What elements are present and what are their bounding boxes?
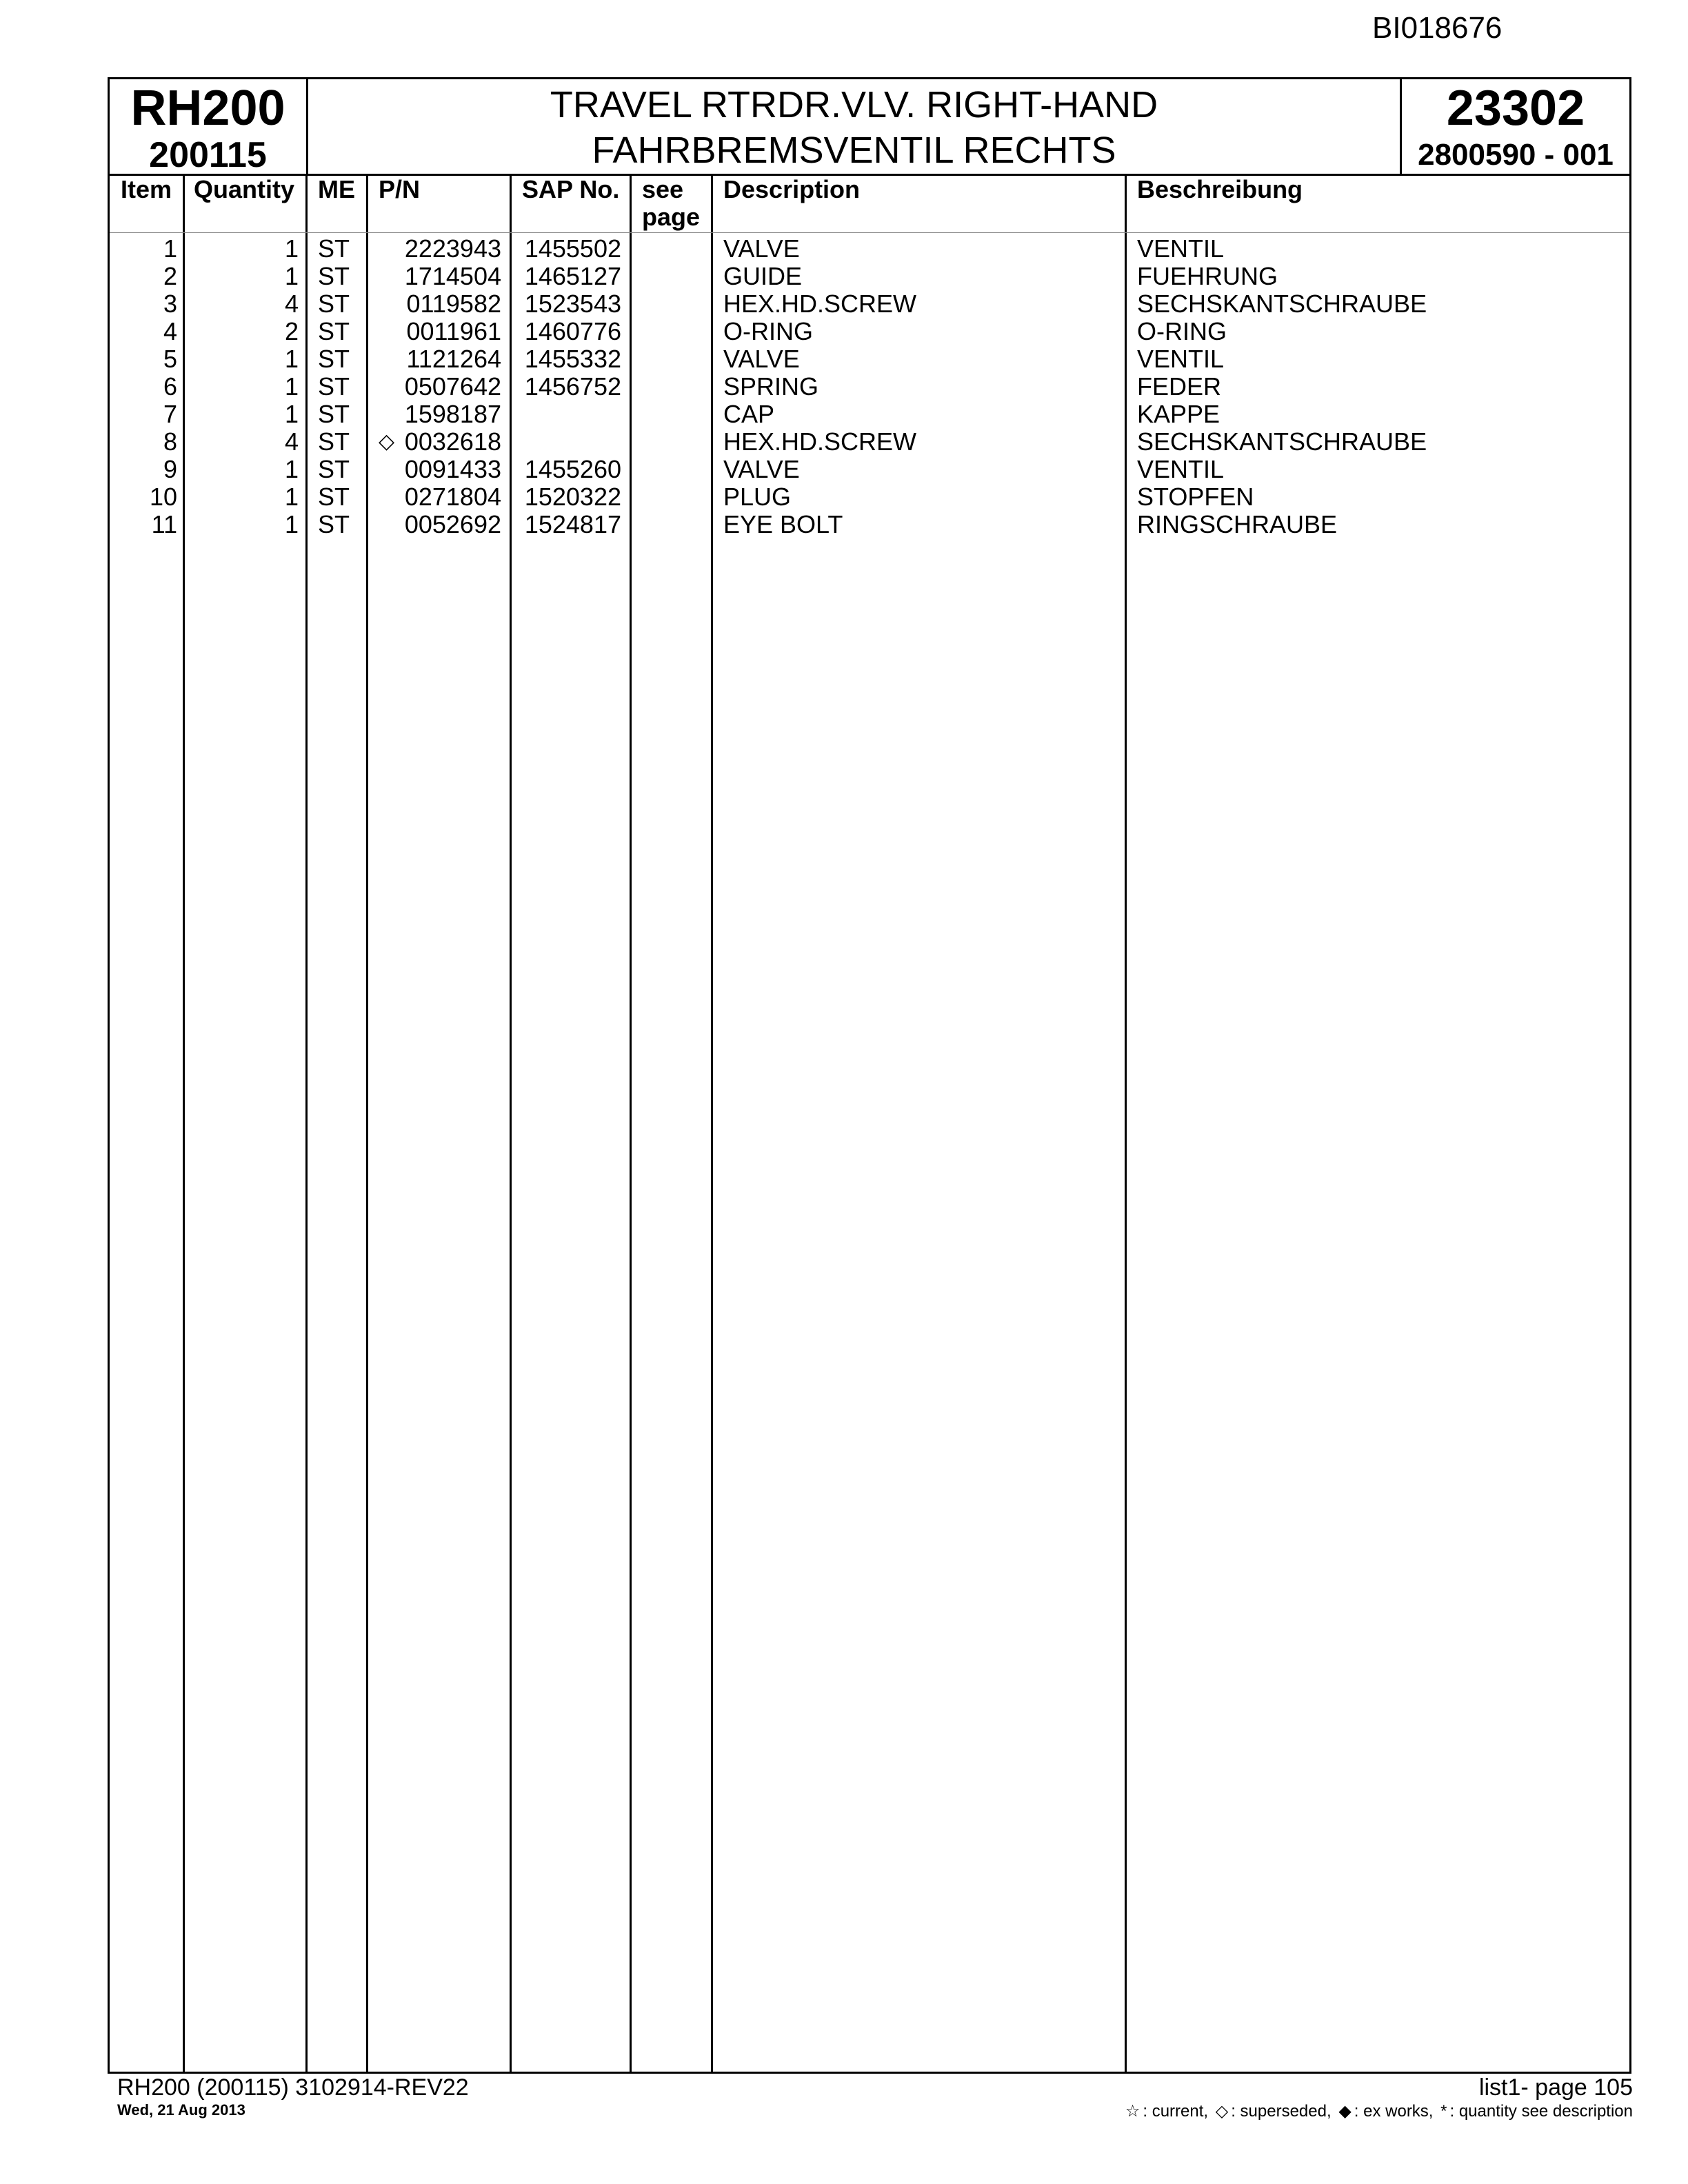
cell-beschreibung: VENTIL	[1137, 234, 1225, 263]
footer-document-ref: RH200 (200115) 3102914-REV22	[117, 2074, 469, 2101]
cell-description: SPRING	[723, 372, 819, 401]
footer-page-number: list1- page 105	[1478, 2074, 1633, 2101]
column-header-me: ME	[318, 175, 355, 203]
cell-beschreibung: SECHSKANTSCHRAUBE	[1137, 427, 1427, 456]
cell-beschreibung: STOPFEN	[1137, 483, 1254, 511]
cell-me: ST	[318, 483, 350, 511]
cell-me: ST	[318, 510, 350, 538]
cell-item: 6	[163, 372, 177, 401]
cell-sap-number: 1460776	[524, 317, 621, 345]
cell-sap-number: 1455502	[524, 234, 621, 263]
cell-part-number: 0011961	[406, 317, 501, 345]
cell-description: VALVE	[723, 234, 800, 263]
cell-quantity: 1	[284, 510, 299, 538]
column-header-description: Description	[723, 175, 861, 203]
cell-me: ST	[318, 262, 350, 290]
column-header-item: Item	[121, 175, 172, 203]
cell-part-number: 1714504	[404, 262, 501, 290]
cell-me: ST	[318, 427, 350, 456]
cell-item: 1	[163, 234, 177, 263]
cell-description: HEX.HD.SCREW	[723, 290, 917, 318]
cell-me: ST	[318, 455, 350, 483]
cell-part-number: 1598187	[404, 400, 501, 428]
cell-item: 8	[163, 427, 177, 456]
cell-me: ST	[318, 290, 350, 318]
cell-description: GUIDE	[723, 262, 803, 290]
column-divider	[711, 176, 713, 2072]
cell-sap-number: 1456752	[524, 372, 621, 401]
cell-item: 11	[151, 510, 177, 538]
legend-quantity: : quantity see description	[1449, 2102, 1633, 2121]
serial-number: 200115	[149, 135, 267, 175]
column-header-see-page	[642, 176, 700, 231]
cell-me: ST	[318, 234, 350, 263]
cell-beschreibung: VENTIL	[1137, 345, 1225, 373]
header	[110, 79, 1629, 176]
cell-description: HEX.HD.SCREW	[723, 427, 917, 456]
cell-beschreibung: KAPPE	[1137, 400, 1220, 428]
cell-sap-number: 1465127	[524, 262, 621, 290]
cell-quantity: 1	[284, 262, 299, 290]
cell-part-number: 0052692	[404, 510, 501, 538]
cell-beschreibung: RINGSCHRAUBE	[1137, 510, 1338, 538]
cell-quantity: 4	[284, 427, 299, 456]
legend-current: : current,	[1143, 2102, 1209, 2121]
cell-item: 7	[163, 400, 177, 428]
model-name: RH200	[130, 81, 285, 136]
group-number: 23302	[1446, 81, 1585, 136]
cell-part-number: 1121264	[406, 345, 501, 373]
diamond-filled-icon: ◆	[1338, 2102, 1352, 2121]
cell-quantity: 1	[284, 372, 299, 401]
header-title-block	[308, 79, 1402, 174]
cell-item: 5	[163, 345, 177, 373]
cell-description: EYE BOLT	[723, 510, 843, 538]
cell-description: VALVE	[723, 455, 800, 483]
cell-item: 10	[149, 483, 177, 511]
column-divider	[366, 176, 368, 2072]
cell-description: O-RING	[723, 317, 813, 345]
cell-part-number: 0271804	[404, 483, 501, 511]
column-header-page: page	[642, 203, 701, 231]
column-divider	[630, 176, 632, 2072]
title-english: TRAVEL RTRDR.VLV. RIGHT-HAND	[550, 84, 1158, 125]
cell-description: VALVE	[723, 345, 800, 373]
title-german: FAHRBREMSVENTIL RECHTS	[592, 130, 1116, 171]
legend-ex-works: : ex works,	[1354, 2102, 1434, 2121]
footer-date: Wed, 21 Aug 2013	[117, 2101, 245, 2119]
cell-item: 4	[163, 317, 177, 345]
cell-part-number: 0119582	[406, 290, 501, 318]
cell-me: ST	[318, 400, 350, 428]
cell-sap-number: 1524817	[524, 510, 621, 538]
footer-legend	[1123, 2101, 1633, 2122]
column-header-see: see	[642, 175, 684, 203]
diamond-outline-icon: ◇	[1215, 2102, 1229, 2121]
column-divider	[305, 176, 308, 2072]
cell-quantity: 4	[284, 290, 299, 318]
cell-sap-number: 1520322	[524, 483, 621, 511]
header-model-block	[110, 79, 308, 174]
cell-me: ST	[318, 372, 350, 401]
cell-beschreibung: FUEHRUNG	[1137, 262, 1278, 290]
star-icon: ☆	[1125, 2102, 1141, 2121]
legend-superseded: : superseded,	[1231, 2102, 1332, 2121]
cell-sap-number: 1455332	[524, 345, 621, 373]
cell-description: PLUG	[723, 483, 792, 511]
cell-part-number: 0032618	[404, 427, 501, 456]
cell-quantity: 1	[284, 483, 299, 511]
cell-quantity: 1	[284, 400, 299, 428]
parts-list-frame	[108, 77, 1631, 2074]
cell-me: ST	[318, 345, 350, 373]
cell-quantity: 1	[284, 234, 299, 263]
cell-quantity: 1	[284, 345, 299, 373]
cell-beschreibung: VENTIL	[1137, 455, 1225, 483]
cell-description: CAP	[723, 400, 775, 428]
asterisk-icon: *	[1440, 2102, 1447, 2121]
drawing-number: 2800590 - 001	[1418, 138, 1614, 172]
cell-item: 3	[163, 290, 177, 318]
header-group-block	[1402, 79, 1629, 174]
superseded-icon: ◇	[379, 430, 395, 453]
cell-quantity: 1	[284, 455, 299, 483]
cell-beschreibung: FEDER	[1137, 372, 1222, 401]
cell-sap-number: 1523543	[524, 290, 621, 318]
column-header-quantity: Quantity	[194, 175, 295, 203]
column-divider	[510, 176, 512, 2072]
cell-part-number: 0507642	[404, 372, 501, 401]
cell-sap-number: 1455260	[524, 455, 621, 483]
document-id: BI018676	[1372, 11, 1503, 45]
cell-item: 9	[163, 455, 177, 483]
column-header-pn: P/N	[379, 175, 421, 203]
cell-part-number: 2223943	[404, 234, 501, 263]
cell-part-number: 0091433	[404, 455, 501, 483]
cell-me: ST	[318, 317, 350, 345]
column-divider	[1125, 176, 1127, 2072]
column-header-divider	[110, 232, 1629, 233]
cell-beschreibung: SECHSKANTSCHRAUBE	[1137, 290, 1427, 318]
column-divider	[183, 176, 185, 2072]
cell-item: 2	[163, 262, 177, 290]
column-header-beschreibung: Beschreibung	[1137, 175, 1303, 203]
column-header-sap: SAP No.	[522, 175, 620, 203]
cell-beschreibung: O-RING	[1137, 317, 1227, 345]
cell-quantity: 2	[284, 317, 299, 345]
